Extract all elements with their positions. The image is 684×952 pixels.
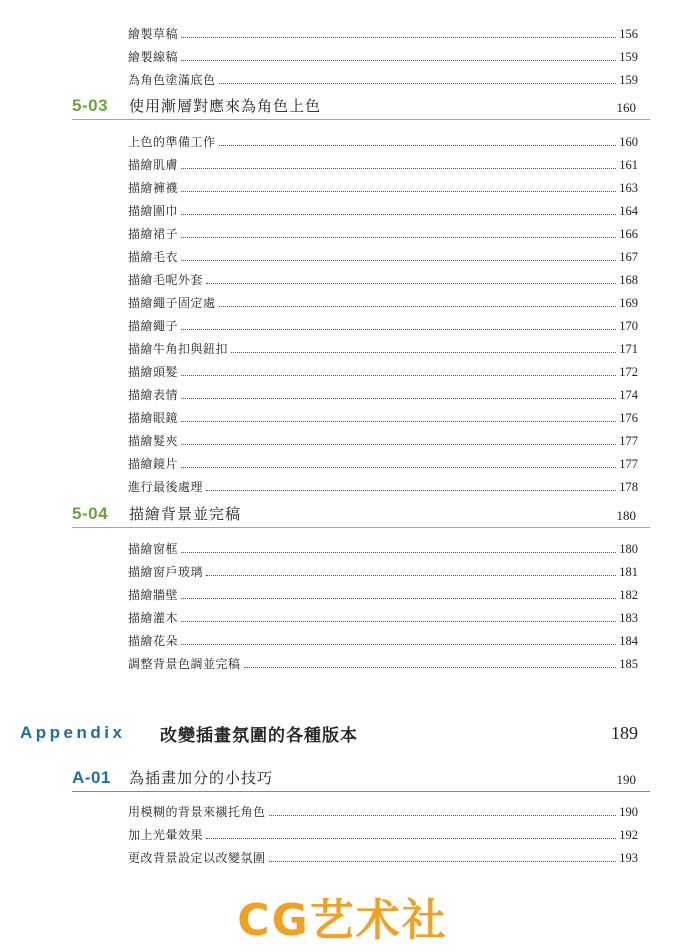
toc-entry: 描繪眼鏡 176 (128, 411, 638, 425)
toc-entry: 描繪牛角扣與鈕扣 171 (128, 342, 638, 356)
dot-leader (181, 598, 616, 599)
toc-entry: 描繪窗框 180 (128, 542, 638, 556)
dot-leader (181, 644, 616, 645)
toc-entry: 描繪褲襪 163 (128, 181, 638, 195)
toc-entry: 用模糊的背景來襯托角色 190 (128, 805, 638, 819)
dot-leader (181, 444, 616, 445)
dot-leader (181, 467, 616, 468)
dot-leader (269, 815, 617, 816)
toc-entry: 描繪鏡片 177 (128, 457, 638, 471)
section-page: 160 (616, 100, 636, 115)
dot-leader (181, 552, 616, 553)
dot-leader (181, 237, 616, 238)
toc-entry: 為角色塗滿底色 159 (128, 73, 638, 87)
toc-entry: 描繪裙子 166 (128, 227, 638, 241)
watermark-logo: CG艺术社 (237, 894, 448, 946)
toc-entry: 繪製草稿 156 (128, 27, 638, 41)
dot-leader (181, 621, 616, 622)
dot-leader (206, 838, 616, 839)
dot-leader (181, 60, 616, 61)
dot-leader (181, 37, 616, 38)
dot-leader (244, 667, 617, 668)
dot-leader (231, 352, 616, 353)
toc-entry: 繪製線稿 159 (128, 50, 638, 64)
toc-entry: 描繪毛呢外套 168 (128, 273, 638, 287)
toc-entry: 調整背景色調並完稿 185 (128, 657, 638, 671)
toc-entry: 加上光暈效果 192 (128, 828, 638, 842)
toc-entry: 描繪灌木 183 (128, 611, 638, 625)
section-heading-a-01 (72, 762, 650, 792)
dot-leader (181, 168, 616, 169)
dot-leader (181, 329, 616, 330)
section-code: A-01 (72, 768, 111, 787)
toc-group-top (128, 18, 638, 87)
section-page: 190 (616, 772, 636, 787)
toc-group-5-03 (128, 126, 638, 494)
toc-entry: 描繪繩子 170 (128, 319, 638, 333)
appendix-heading (20, 718, 640, 748)
toc-entry: 進行最後處理 178 (128, 480, 638, 494)
toc-entry: 描繪肌膚 161 (128, 158, 638, 172)
section-code: 5-03 (72, 96, 109, 115)
dot-leader (206, 575, 616, 576)
toc-group-a-01 (128, 796, 638, 865)
toc-entry: 描繪花朵 184 (128, 634, 638, 648)
section-page: 180 (616, 508, 636, 523)
toc-group-5-04 (128, 533, 638, 671)
dot-leader (219, 83, 617, 84)
toc-entry: 描繪髮夾 177 (128, 434, 638, 448)
toc-entry: 描繪窗戶玻璃 181 (128, 565, 638, 579)
dot-leader (219, 306, 617, 307)
dot-leader (206, 283, 616, 284)
toc-entry: 上色的準備工作 160 (128, 135, 638, 149)
dot-leader (219, 145, 617, 146)
toc-entry: 描繪表情 174 (128, 388, 638, 402)
toc-entry: 描繪圍巾 164 (128, 204, 638, 218)
dot-leader (206, 490, 616, 491)
appendix-title: 改變插畫氛圍的各種版本 (160, 725, 358, 746)
dot-leader (269, 861, 617, 862)
toc-entry: 描繪頭髮 172 (128, 365, 638, 379)
section-heading-5-04 (72, 498, 650, 528)
toc-entry: 描繪毛衣 167 (128, 250, 638, 264)
appendix-label: Appendix (20, 723, 126, 742)
toc-entry: 描繪繩子固定處 169 (128, 296, 638, 310)
dot-leader (181, 398, 616, 399)
dot-leader (181, 214, 616, 215)
toc-entry: 更改背景設定以改變氛圍 193 (128, 851, 638, 865)
toc-entry: 描繪牆壁 182 (128, 588, 638, 602)
dot-leader (181, 191, 616, 192)
section-code: 5-04 (72, 504, 109, 523)
appendix-page: 189 (611, 722, 638, 743)
section-title: 使用漸層對應來為角色上色 (129, 97, 322, 115)
section-title: 為插畫加分的小技巧 (129, 769, 274, 787)
section-heading-5-03 (72, 90, 650, 120)
dot-leader (181, 260, 616, 261)
section-title: 描繪背景並完稿 (129, 505, 242, 523)
dot-leader (181, 375, 616, 376)
dot-leader (181, 421, 616, 422)
